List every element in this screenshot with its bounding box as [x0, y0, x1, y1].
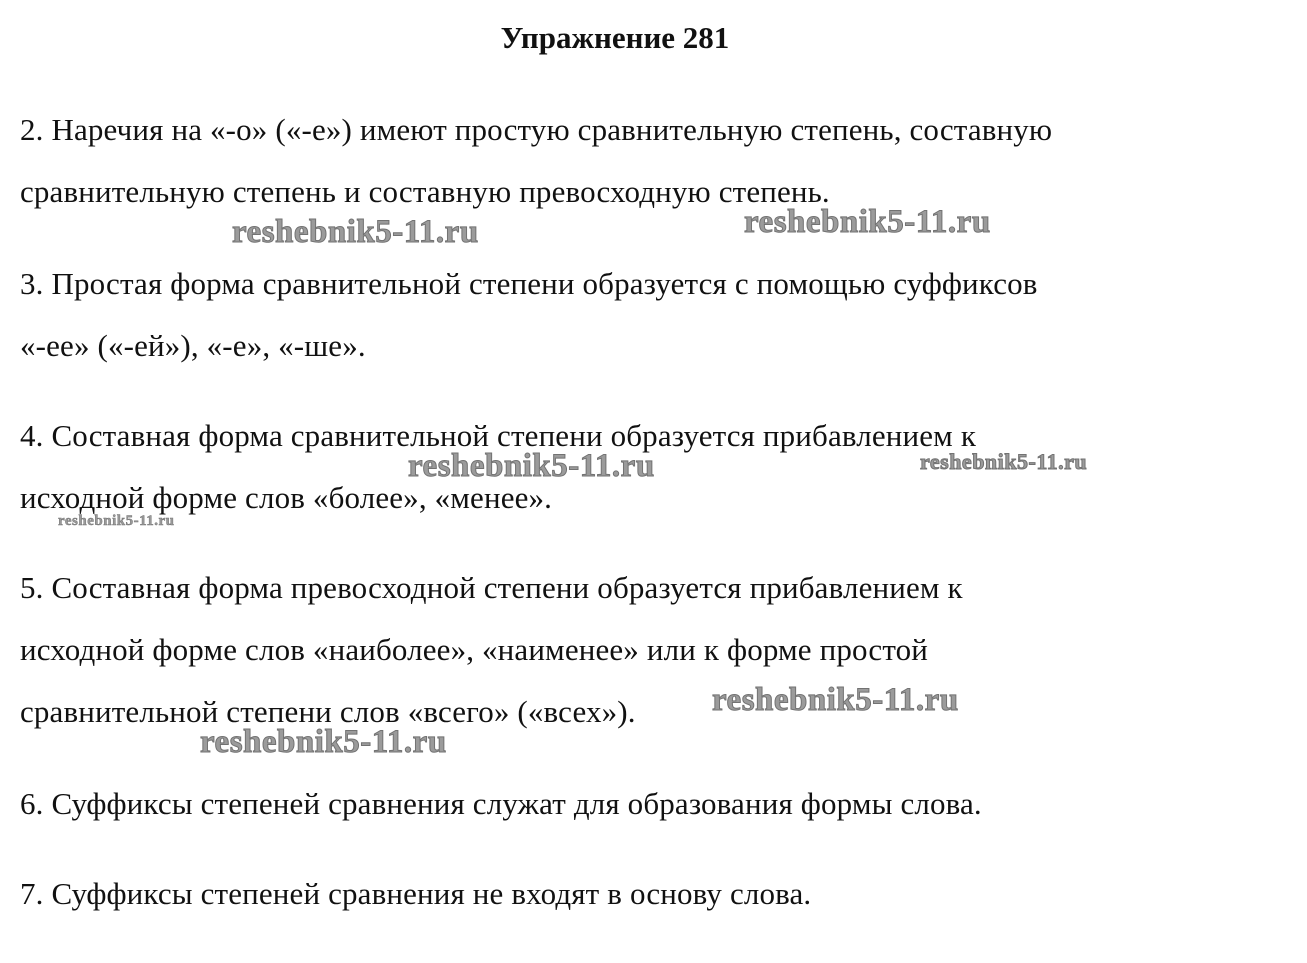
answer-line: «-ее» («-ей»), «-е», «-ше».: [20, 328, 366, 363]
watermark: reshebnik5-11.ru: [744, 204, 991, 240]
answer-line: 7. Суффиксы степеней сравнения не входят в основу слова.: [20, 876, 812, 911]
answer-line: 5. Составная форма превосходной степени образуется прибавлением к: [20, 570, 963, 605]
answer-line: 3. Простая форма сравнительной степени образуется с помощью суффиксов: [20, 266, 1038, 301]
watermark: reshebnik5-11.ru: [232, 214, 479, 250]
answer-line: сравнительную степень и составную превосходную степень.: [20, 174, 830, 209]
page-title: Упражнение 281: [500, 20, 730, 55]
answer-line: 6. Суффиксы степеней сравнения служат для образования формы слова.: [20, 786, 982, 821]
watermark: reshebnik5-11.ru: [712, 682, 959, 718]
answer-line: сравнительной степени слов «всего» («всех»).: [20, 694, 636, 729]
answer-line: исходной форме слов «наиболее», «наименее» или к форме простой: [20, 632, 928, 667]
answer-line: 2. Наречия на «-о» («-е») имеют простую сравнительную степень, составную: [20, 112, 1053, 147]
watermark: reshebnik5-11.ru: [58, 513, 175, 529]
watermark: reshebnik5-11.ru: [200, 724, 447, 760]
watermark: reshebnik5-11.ru: [408, 448, 655, 484]
answer-line: 4. Составная форма сравнительной степени образуется прибавлением к: [20, 418, 977, 453]
watermark: reshebnik5-11.ru: [920, 449, 1088, 474]
answer-line: исходной форме слов «более», «менее».: [20, 480, 553, 515]
